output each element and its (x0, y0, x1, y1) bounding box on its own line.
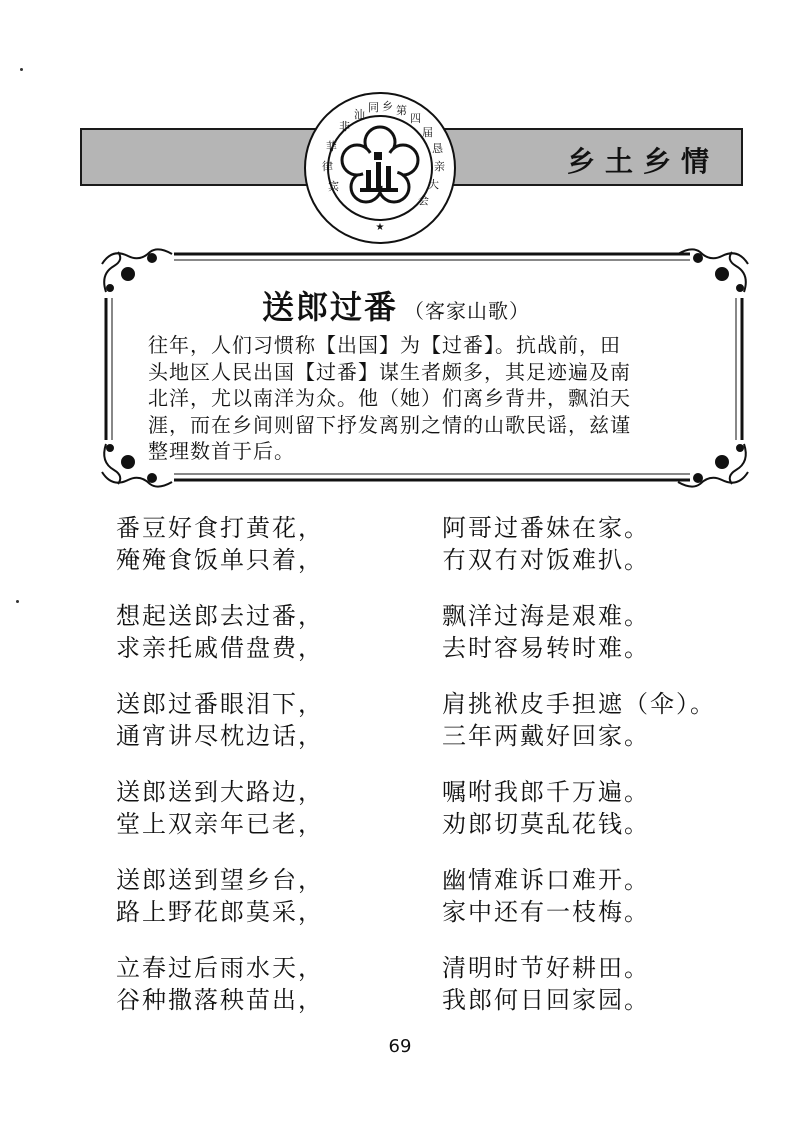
svg-text:乡: 乡 (382, 100, 393, 113)
intro-line: 头地区人民出国【过番】谋生者颇多，其足迹遍及南 (148, 359, 631, 384)
verse-line: 送郎过番眼泪下， (116, 690, 324, 718)
verse-line: 我郎何日回家园。 (442, 986, 650, 1014)
verse-line: 幽情难诉口难开。 (442, 866, 650, 894)
poem-title-subtitle: （客家山歌） (404, 299, 531, 323)
intro-paragraph (148, 332, 704, 465)
emblem-logo-icon (302, 90, 458, 246)
stanza-2-left (116, 600, 324, 664)
stanza-6-right (442, 952, 650, 1016)
svg-text:亲: 亲 (434, 160, 445, 173)
svg-text:宾: 宾 (328, 180, 339, 193)
verse-line: 想起送郎去过番， (116, 602, 324, 630)
intro-line: 往年，人们习惯称【出国】为【过番】。抗战前，田 (148, 333, 621, 357)
verse-line: 劝郎切莫乱花钱。 (442, 810, 650, 838)
verse-line: 飘洋过海是艰难。 (442, 602, 650, 630)
scan-speck (20, 68, 23, 71)
stanza-5-left (116, 864, 324, 928)
svg-text:非: 非 (339, 120, 350, 133)
verse-line: 肩挑袱皮手担遮（伞）。 (442, 690, 716, 718)
svg-text:汕: 汕 (354, 108, 365, 121)
verse-line: 清明时节好耕田。 (442, 954, 650, 982)
stanza-2-right (442, 600, 650, 664)
stanza-4-right (442, 776, 650, 840)
verse-line: 番豆好食打黄花， (116, 514, 324, 542)
svg-text:大: 大 (428, 178, 439, 191)
stanza-4-left (116, 776, 324, 840)
stanza-5-right (442, 864, 650, 928)
svg-text:菲: 菲 (326, 140, 337, 153)
verse-line: 三年两戴好回家。 (442, 722, 650, 750)
section-title: 乡土乡情 (566, 145, 719, 178)
svg-text:律: 律 (322, 160, 333, 173)
verse-line: 嘱咐我郎千万遍。 (442, 778, 650, 806)
intro-line: 涯，而在乡间则留下抒发离别之情的山歌民谣，兹谨 (148, 412, 631, 437)
intro-line: 北洋，尤以南洋为众。他（她）们离乡背井，飘泊天 (148, 386, 631, 410)
svg-text:会: 会 (418, 194, 429, 207)
verse-line: 送郎送到望乡台， (116, 866, 324, 894)
stanza-1-right (442, 512, 650, 576)
intro-line: 整理数首于后。 (148, 439, 295, 463)
stanza-6-left (116, 952, 324, 1016)
svg-text:四: 四 (410, 112, 421, 125)
verse-line: 通宵讲尽枕边话， (116, 722, 324, 750)
svg-text:同: 同 (368, 101, 379, 114)
svg-text:届: 届 (422, 126, 433, 139)
stanza-1-left (116, 512, 324, 576)
verse-line: 堂上双亲年已老， (116, 810, 324, 838)
poem-title-main: 送郎过番 (262, 288, 399, 326)
verse-line: 殗殗食饭单只着， (116, 546, 324, 574)
stanza-3-left (116, 688, 324, 752)
verse-line: 送郎送到大路边， (116, 778, 324, 806)
svg-text:★: ★ (375, 222, 385, 233)
scan-speck (16, 600, 19, 603)
verse-line: 谷种撒落秧苗出， (116, 986, 324, 1014)
page-number: 69 (388, 1036, 412, 1057)
verse-line: 家中还有一枝梅。 (442, 898, 650, 926)
verse-line: 去时容易转时难。 (442, 634, 650, 662)
svg-text:恳: 恳 (432, 142, 443, 155)
verse-line: 路上野花郎莫采， (116, 898, 324, 926)
svg-text:第: 第 (396, 104, 407, 117)
verse-line: 冇双冇对饭难扒。 (442, 546, 650, 574)
stanza-3-right (442, 688, 716, 752)
poem-title (262, 282, 530, 328)
verse-line: 阿哥过番妹在家。 (442, 514, 650, 542)
verse-line: 立春过后雨水天， (116, 954, 324, 982)
verse-line: 求亲托戚借盘费， (116, 634, 324, 662)
